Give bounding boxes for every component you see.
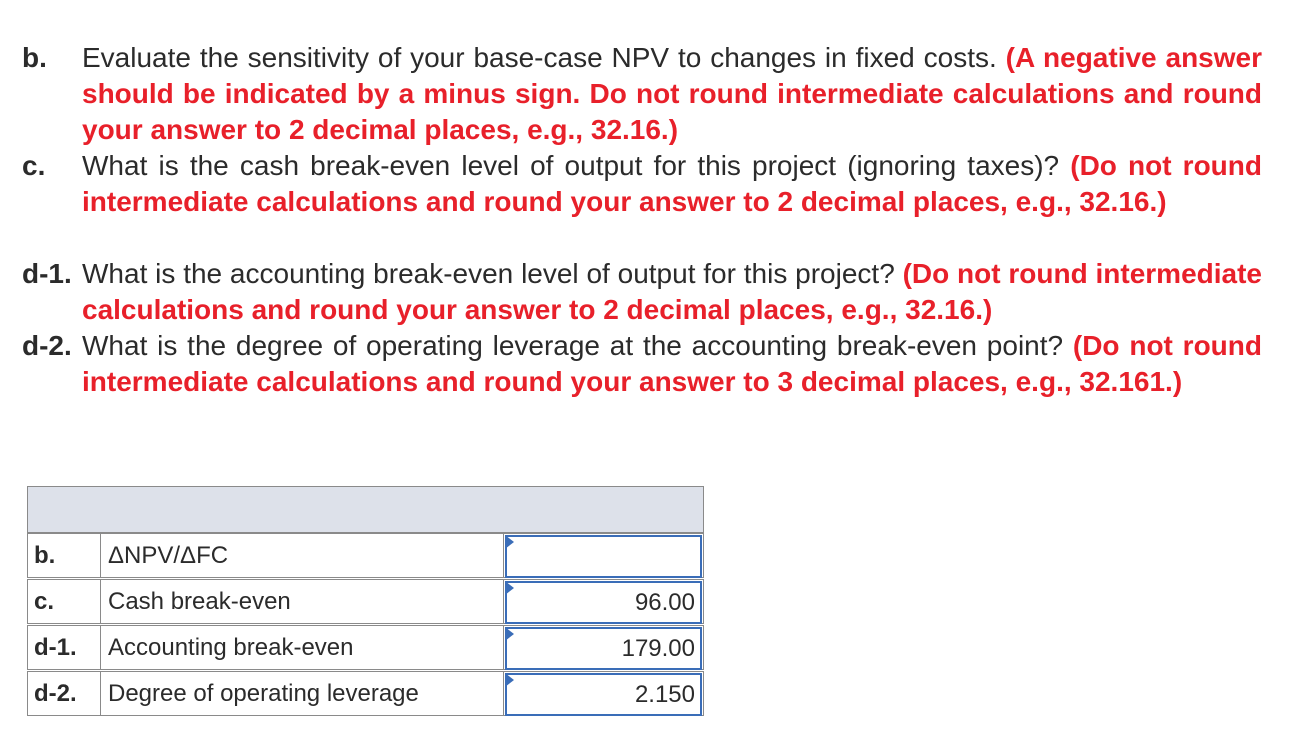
question-c: [82, 148, 1262, 220]
question-d1-note: (Do not round intermediate calculations and round your answer to 2 decimal places, e.g., 32.16.): [82, 258, 1262, 325]
question-d2-text: What is the degree of operating leverage at the accounting break-even point?: [82, 330, 1073, 361]
flag-marker-icon: [505, 535, 514, 549]
question-c-note: (Do not round intermediate calculations and round your answer to 2 decimal places, e.g., 32.16.): [82, 150, 1262, 217]
table-row: [27, 671, 704, 716]
table-row: [27, 579, 704, 624]
question-d1-text: What is the accounting break-even level of output for this project?: [82, 258, 903, 289]
answer-cell: [504, 625, 704, 670]
row-description: Accounting break-even: [101, 625, 504, 670]
row-description: ΔNPV/ΔFC: [101, 533, 504, 578]
row-description: Degree of operating leverage: [101, 671, 504, 716]
question-b-note: (A negative answer should be indicated by a minus sign. Do not round intermediate calculations and round your answer to 2 decimal places, e.g., 32.16.): [82, 42, 1262, 145]
answer-cell: [504, 579, 704, 624]
question-b: [82, 40, 1262, 148]
row-label: d-2.: [27, 671, 101, 716]
answer-input-d2[interactable]: 2.150: [505, 673, 702, 716]
answer-cell: [504, 671, 704, 716]
question-label-d2: d-2.: [22, 330, 72, 361]
answer-table-header: [27, 486, 704, 533]
question-c-text: What is the cash break-even level of output for this project (ignoring taxes)?: [82, 150, 1071, 181]
question-label-d1: d-1.: [22, 258, 72, 289]
question-d2-note: (Do not round intermediate calculations and round your answer to 3 decimal places, e.g., 32.161.): [82, 330, 1262, 397]
flag-marker-icon: [505, 581, 514, 595]
answer-input-b[interactable]: [505, 535, 702, 578]
table-row: [27, 625, 704, 670]
question-d2: [82, 328, 1262, 400]
flag-marker-icon: [505, 673, 514, 687]
answer-input-d1[interactable]: 179.00: [505, 627, 702, 670]
row-label: c.: [27, 579, 101, 624]
row-label: d-1.: [27, 625, 101, 670]
question-label-c: c.: [22, 150, 46, 181]
row-label: b.: [27, 533, 101, 578]
row-description: Cash break-even: [101, 579, 504, 624]
flag-marker-icon: [505, 627, 514, 641]
answer-input-c[interactable]: 96.00: [505, 581, 702, 624]
table-row: [27, 533, 704, 578]
question-d1: [82, 256, 1262, 328]
question-b-text: Evaluate the sensitivity of your base-case NPV to changes in fixed costs.: [82, 42, 1006, 73]
question-label-b: b.: [22, 42, 47, 73]
answer-cell: [504, 533, 704, 578]
